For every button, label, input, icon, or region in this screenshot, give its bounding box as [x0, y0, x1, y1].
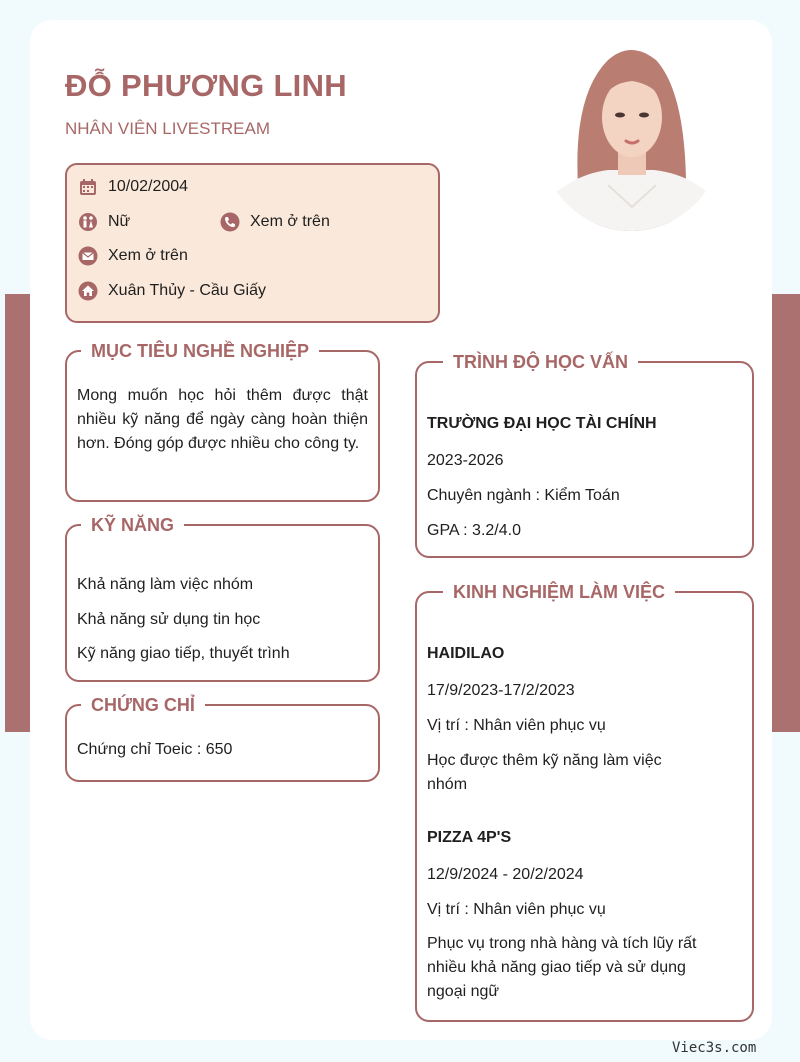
email-text: Xem ở trên — [108, 247, 188, 264]
job-description: Phục vụ trong nhà hàng và tích lũy rất nhiều khả năng giao tiếp và sử dụng ngoại ngữ — [427, 935, 697, 1000]
dob-text: 10/02/2004 — [108, 178, 189, 195]
address-row — [78, 281, 266, 301]
address-text: Xuân Thủy - Cầu Giấy — [108, 282, 267, 299]
skill-item: Khả năng sử dụng tin học — [77, 611, 261, 628]
skill-item: Khả năng làm việc nhóm — [77, 576, 254, 593]
job-period: 12/9/2024 - 20/2/2024 — [427, 866, 584, 883]
school-name: TRƯỜNG ĐẠI HỌC TÀI CHÍNH — [427, 415, 657, 432]
education-section — [415, 352, 754, 558]
job-position: Vị trí : Nhân viên phục vụ — [427, 717, 606, 734]
phone-icon — [220, 212, 240, 232]
email-row — [78, 246, 188, 266]
phone-row — [220, 212, 330, 232]
education-gpa: GPA : 3.2/4.0 — [427, 522, 521, 539]
skills-title: KỸ NĂNG — [81, 513, 184, 537]
gender-icon — [78, 212, 98, 232]
candidate-job-title: NHÂN VIÊN LIVESTREAM — [65, 119, 270, 138]
job-company: HAIDILAO — [427, 645, 505, 662]
job-period: 17/9/2023-17/2/2023 — [427, 682, 575, 699]
job-description: Học được thêm kỹ năng làm việc nhóm — [427, 752, 662, 793]
left-accent-bar — [5, 294, 33, 732]
email-icon — [78, 246, 98, 266]
phone-text: Xem ở trên — [250, 213, 330, 230]
home-icon — [78, 281, 98, 301]
gender-text: Nữ — [108, 213, 131, 230]
certificates-section — [65, 695, 380, 782]
job-company: PIZZA 4P'S — [427, 829, 512, 846]
dob-row — [78, 177, 188, 197]
skill-item: Kỹ năng giao tiếp, thuyết trình — [77, 645, 290, 662]
contact-info-box — [65, 163, 440, 323]
calendar-icon — [78, 177, 98, 197]
experience-title: KINH NGHIỆM LÀM VIỆC — [443, 580, 675, 604]
job-position: Vị trí : Nhân viên phục vụ — [427, 901, 606, 918]
education-title: TRÌNH ĐỘ HỌC VẤN — [443, 350, 638, 374]
education-period: 2023-2026 — [427, 452, 504, 469]
objective-text: Mong muốn học hỏi thêm được thật nhiều kỹ năng để ngày càng hoàn thiện hơn. Đóng góp được nhiều cho công ty. — [77, 387, 368, 452]
certificate-item: Chứng chỉ Toeic : 650 — [77, 741, 233, 758]
profile-photo — [538, 35, 724, 231]
experience-section — [415, 582, 754, 1022]
certificates-title: CHỨNG CHỈ — [81, 693, 205, 717]
objective-title: MỤC TIÊU NGHỀ NGHIỆP — [81, 339, 319, 363]
candidate-name: ĐỖ PHƯƠNG LINH — [65, 68, 347, 103]
site-watermark: Viec3s.com — [672, 1040, 757, 1056]
education-major: Chuyên ngành : Kiểm Toán — [427, 487, 620, 504]
gender-row — [78, 212, 130, 232]
right-accent-bar — [772, 294, 800, 732]
objective-section — [65, 341, 380, 502]
skills-section — [65, 515, 380, 682]
